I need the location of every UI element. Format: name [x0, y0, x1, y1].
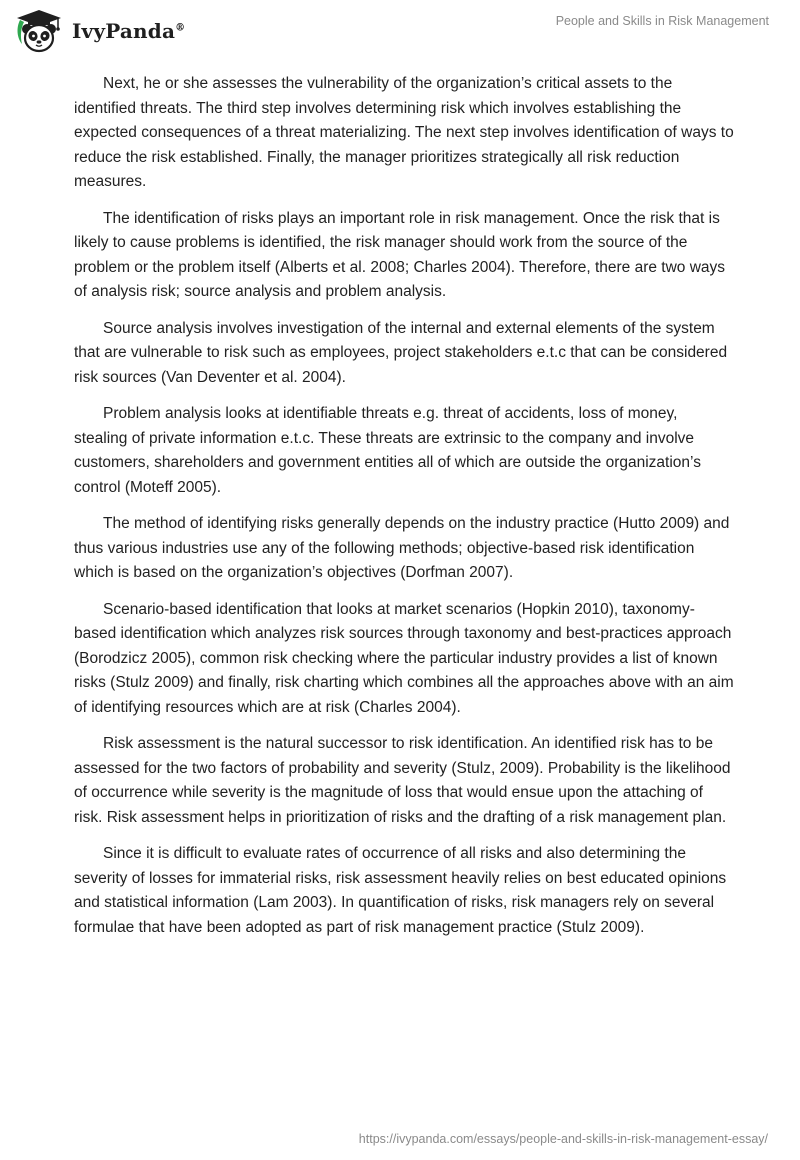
registered-mark: ® [175, 22, 186, 34]
paragraph-1: Next, he or she assesses the vulnerability of the organization’s critical assets to the identified threats. The third step involves determining risk which involves establishing the expected consequences of a threat materializing. The next step involves identification of ways to reduce the risk established. Finally, the manager prioritizes strategically all risk reduction measures. [74, 75, 734, 190]
brand-name [72, 19, 185, 43]
paragraph-5: The method of identifying risks generally depends on the industry practice (Hutto 2009) and thus various industries use any of the following methods; objective-based risk identification which is based on the organization’s objectives (Dorfman 2007). [74, 515, 730, 581]
paragraph-2: The identification of risks plays an important role in risk management. Once the risk that is likely to cause problems is identified, the risk manager should work from the source of the problem or the problem itself (Alberts et al. 2008; Charles 2004). Therefore, there are two ways of analysis risk; source analysis and problem analysis. [74, 209, 726, 300]
paragraph-6: Scenario-based identification that looks at market scenarios (Hopkin 2010), taxonomy-based identification which analyzes risk sources through taxonomy and best-practices approach (Borodzicz 2005), common risk checking where the particular industry provides a list of known risks (Stulz 2009) and finally, risk charting which combines all the approaches above with an aim of identifying resources which are at risk (Charles 2004). [74, 600, 734, 716]
brand-logo[interactable] [14, 8, 185, 54]
brand-name-text: IvyPanda [72, 19, 176, 43]
paragraph-3: Source analysis involves investigation of the internal and external elements of the system that are vulnerable to risk such as employees, project stakeholders e.t.c that can be considered risk sources (Van Deventer et al. 2004). [74, 319, 728, 386]
paragraph-7: Risk assessment is the natural successor to risk identification. An identified risk has to be assessed for the two factors of probability and severity (Stulz, 2009). Probability is the likelihood of occurrence while severity is the magnitude of loss that would ensue upon the attaching of risk. Risk assessment helps in prioritization of risks and the drafting of a risk management plan. [74, 735, 731, 826]
paragraph-4: Problem analysis looks at identifiable threats e.g. threat of accidents, loss of money, stealing of private information e.t.c. These threats are extrinsic to the company and involve customers, shareholders and government entities all of which are outside the organization’s control (Moteff 2005). [74, 405, 701, 496]
panda-graduate-logo-icon [14, 8, 64, 54]
page-header [0, 0, 800, 60]
source-url-link[interactable]: https://ivypanda.com/essays/people-and-skills-in-risk-management-essay/ [358, 1132, 768, 1146]
essay-body [74, 72, 734, 952]
document-title: People and Skills in Risk Management [555, 14, 769, 28]
paragraph-8: Since it is difficult to evaluate rates of occurrence of all risks and also determining the severity of losses for immaterial risks, risk assessment heavily relies on best educated opinions and statistical information (Lam 2003). In quantification of risks, risk managers rely on several formulae that have been adopted as part of risk management practice (Stulz 2009). [74, 845, 727, 936]
